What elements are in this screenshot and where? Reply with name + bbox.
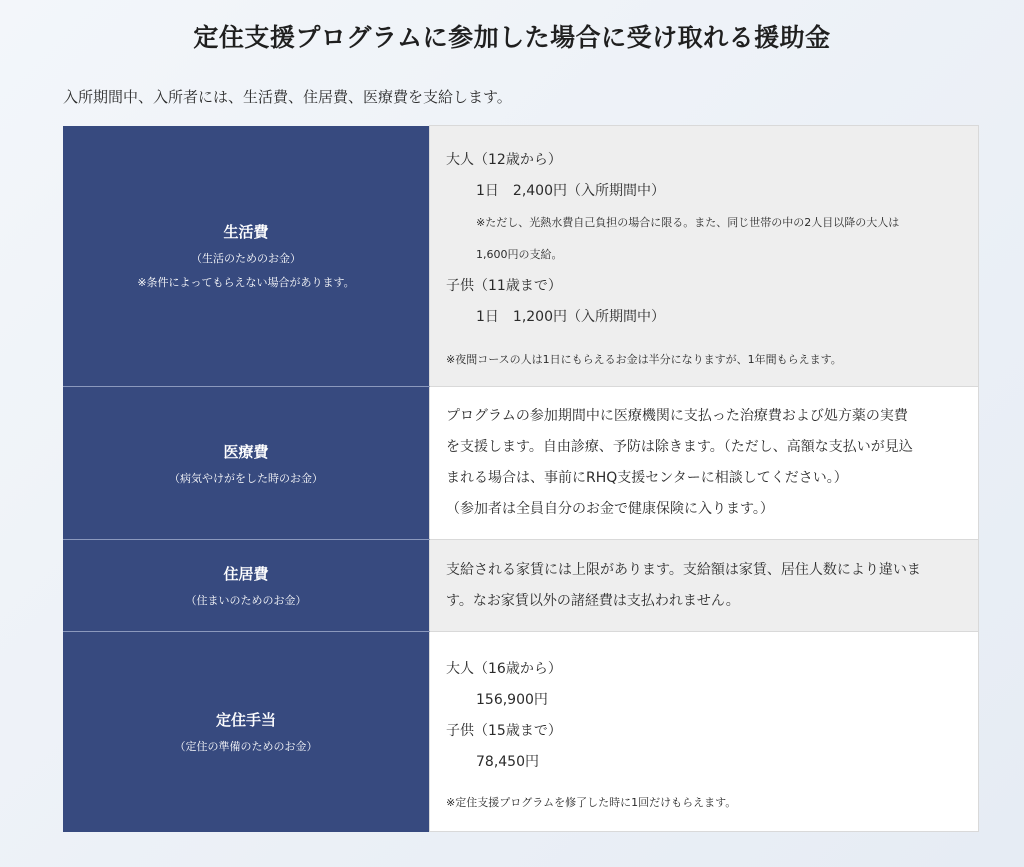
row-subtitle: （住まいのためのお金） [185, 594, 307, 607]
child-label: 子供（11歳まで） [446, 278, 562, 294]
row-title: 生活費 [223, 223, 269, 242]
adult-amount: 156,900円 [476, 691, 548, 708]
medical-text-line-3: まれる場合は、事前にRHQ支援センターに相談してください。） [446, 470, 848, 486]
row-header-settlement [63, 632, 430, 832]
row-content-housing [430, 540, 979, 632]
footnote: ※定住支援プログラムを修了した時に1回だけもらえます。 [446, 795, 737, 809]
adult-note-line-2: 1,600円の支給。 [476, 248, 563, 261]
table-row [63, 387, 979, 540]
adult-note-line-1: ※ただし、光熱水費自己負担の場合に限る。また、同じ世帯の中の2人目以降の大人は [476, 216, 900, 229]
table-row [63, 540, 979, 632]
housing-text-line-2: す。なお家賃以外の諸経費は支払われません。 [446, 592, 740, 609]
table-row [63, 632, 979, 832]
row-title: 医療費 [223, 442, 269, 461]
row-content-medical [430, 387, 979, 540]
row-subtitle: （生活のためのお金） [191, 252, 301, 266]
adult-label: 大人（12歳から） [446, 152, 562, 168]
child-label: 子供（15歳まで） [446, 722, 562, 739]
row-content-settlement [430, 632, 979, 832]
row-title: 定住手当 [215, 711, 276, 730]
row-header-housing [63, 540, 430, 632]
adult-amount: 1日 2,400円（入所期間中） [476, 183, 665, 199]
housing-text-line-1: 支給される家賃には上限があります。支給額は家賃、居住人数により違いま [446, 561, 921, 578]
row-header-medical [63, 387, 430, 540]
row-subtitle: （病気やけがをした時のお金） [169, 471, 323, 485]
medical-text-line-4: （参加者は全員自分のお金で健康保険に入ります。） [446, 501, 774, 517]
adult-label: 大人（16歳から） [446, 660, 562, 677]
page-title: 定住支援プログラムに参加した場合に受け取れる援助金 [193, 23, 831, 52]
table-row [63, 126, 979, 387]
child-amount: 78,450円 [476, 753, 539, 770]
grant-table [63, 125, 979, 832]
intro-text: 入所期間中、入所者には、生活費、住居費、医療費を支給します。 [63, 88, 512, 106]
child-amount: 1日 1,200円（入所期間中） [476, 309, 665, 325]
footnote: ※夜間コースの人は1日にもらえるお金は半分になりますが、1年間もらえます。 [446, 353, 842, 366]
medical-text-line-2: を支援します。自由診療、予防は除きます。（ただし、高額な支払いが見込 [446, 439, 913, 455]
row-subtitle: （定住の準備のためのお金） [174, 740, 318, 754]
row-header-living [63, 126, 430, 387]
medical-text-line-1: プログラムの参加期間中に医療機関に支払った治療費および処方薬の実費 [446, 408, 908, 424]
row-title: 住居費 [223, 565, 269, 583]
row-note: ※条件によってもらえない場合があります。 [137, 276, 355, 290]
row-content-living [430, 126, 979, 387]
